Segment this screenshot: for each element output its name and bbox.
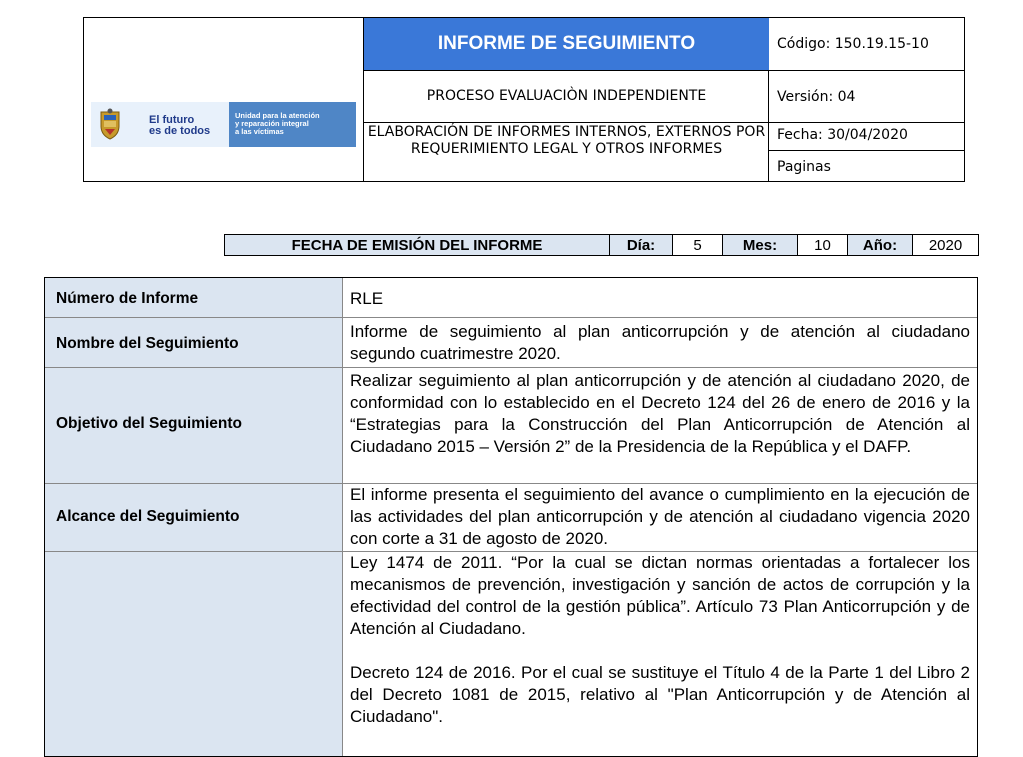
tracking-name-label: Nombre del Seguimiento bbox=[56, 335, 239, 352]
elaboration-text: ELABORACIÓN DE INFORMES INTERNOS, EXTERNOS POR REQUERIMIENTO LEGAL Y OTROS INFORMES bbox=[367, 124, 766, 157]
day-value: 5 bbox=[673, 235, 723, 255]
logo-subtext: Unidad para la atención bbox=[235, 111, 320, 120]
header-divider bbox=[768, 150, 964, 151]
report-info-table bbox=[44, 277, 978, 757]
year-label: Año: bbox=[848, 235, 913, 255]
coat-of-arms-icon bbox=[97, 108, 123, 140]
legal-paragraph: Ley 1474 de 2011. “Por la cual se dictan normas orientadas a fortalecer los mecanismos de prevención, investigación y sanción de actos de corrupción y la efectividad del control de la gestión pública”. Artículo 73 Plan Anticorrupción y de Atención al Ciudadano. bbox=[350, 553, 970, 638]
header-divider bbox=[363, 122, 964, 123]
logo-subtext: y reparación integral bbox=[235, 119, 309, 128]
tracking-name-value: Informe de seguimiento al plan anticorrupción y de atención al ciudadano segundo cuatrimestre 2020. bbox=[350, 322, 970, 363]
legal-framework-text bbox=[350, 552, 970, 728]
logo-unit-block bbox=[229, 102, 356, 147]
row-divider bbox=[45, 317, 977, 318]
document-date: Fecha: 30/04/2020 bbox=[777, 127, 908, 143]
month-label: Mes: bbox=[723, 235, 798, 255]
institution-logo bbox=[91, 102, 356, 147]
document-code: Código: 150.19.15-10 bbox=[777, 36, 929, 52]
column-divider bbox=[342, 278, 343, 756]
document-version: Versión: 04 bbox=[777, 89, 856, 105]
year-value: 2020 bbox=[913, 235, 978, 255]
document-pages: Paginas bbox=[777, 159, 831, 175]
document-title: INFORME DE SEGUIMIENTO bbox=[364, 18, 769, 70]
report-number-value: RLE bbox=[350, 289, 384, 308]
logo-subtext: a las víctimas bbox=[235, 127, 284, 136]
emission-label: FECHA DE EMISIÓN DEL INFORME bbox=[225, 235, 610, 255]
logo-text-line1: El futuro bbox=[149, 114, 195, 126]
emission-date-row bbox=[224, 234, 979, 256]
logo-text-line2: es de todos bbox=[149, 125, 211, 137]
tracking-objective-value: Realizar seguimiento al plan anticorrupción y de atención al ciudadano 2020, de conformidad con lo establecido en el Decreto 124 del 26 de enero de 2016 y la “Estrategias para la Construcción del Plan Anticorrupción de Atención al Ciudadano 2015 – Versión 2” de la Presidencia de la República y el DAFP. bbox=[350, 371, 970, 456]
process-name: PROCESO EVALUACIÒN INDEPENDIENTE bbox=[426, 88, 707, 104]
tracking-scope-label: Alcance del Seguimiento bbox=[56, 508, 240, 525]
row-divider bbox=[45, 367, 977, 368]
tracking-scope-value: El informe presenta el seguimiento del avance o cumplimiento en la ejecución de las actividades del plan anticorrupción y de atención al ciudadano vigencia 2020 con corte a 31 de agosto de 2020. bbox=[350, 485, 970, 548]
tracking-objective-label: Objetivo del Seguimiento bbox=[56, 415, 243, 432]
report-number-label: Número de Informe bbox=[56, 290, 199, 307]
legal-paragraph: Decreto 124 de 2016. Por el cual se sustituye el Título 4 de la Parte 1 del Libro 2 del Decreto 1081 de 2015, relativo al "Plan Anticorrupción y de Atención al Ciudadano". bbox=[350, 663, 970, 726]
day-label: Día: bbox=[610, 235, 673, 255]
month-value: 10 bbox=[798, 235, 848, 255]
document-header bbox=[83, 17, 965, 182]
